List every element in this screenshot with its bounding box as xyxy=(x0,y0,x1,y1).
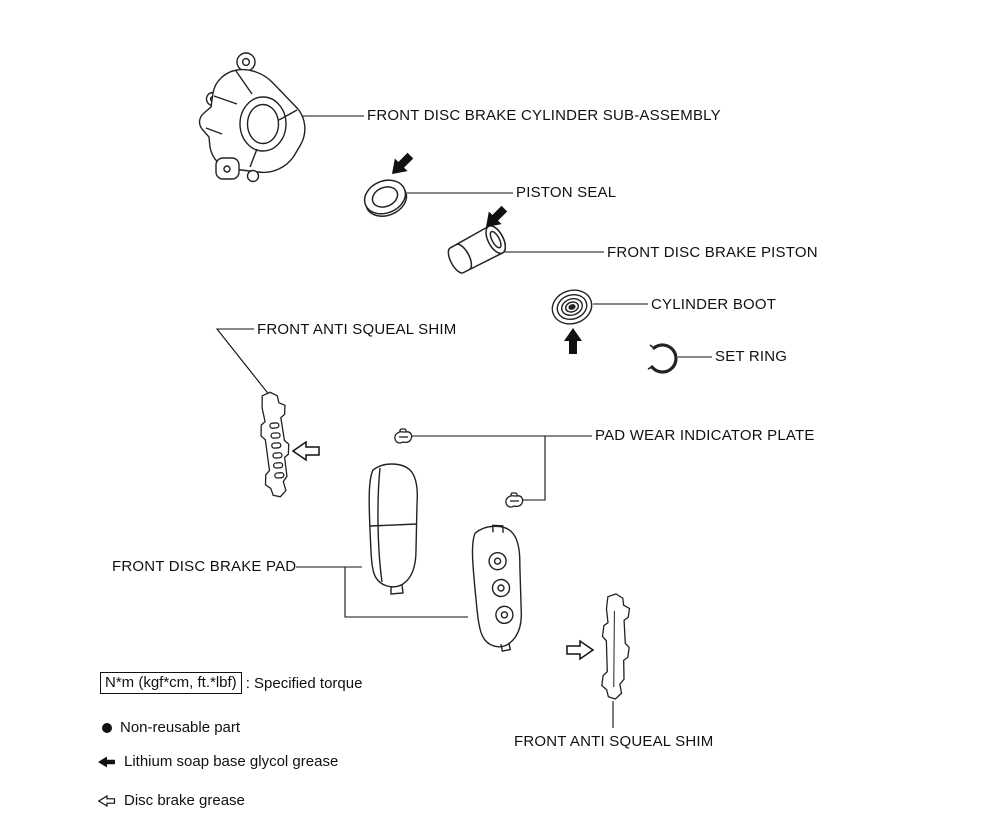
piston-seal-drawing xyxy=(360,174,412,222)
cylinder-boot-drawing xyxy=(548,285,596,329)
label-cylinder-sub-assembly: FRONT DISC BRAKE CYLINDER SUB-ASSEMBLY xyxy=(367,107,721,124)
non-reusable-label: Non-reusable part xyxy=(120,719,241,736)
label-pad-wear-indicator-plate: PAD WEAR INDICATOR PLATE xyxy=(595,427,815,444)
label-set-ring: SET RING xyxy=(715,348,788,365)
label-piston: FRONT DISC BRAKE PISTON xyxy=(607,244,818,261)
disc-brake-grease-arrow-shim-bottom-icon xyxy=(567,641,593,659)
pad-wear-indicator-clip-1 xyxy=(395,429,412,443)
legend-disc-grease-row xyxy=(98,792,245,809)
brake-pad-outer-drawing xyxy=(471,524,525,652)
piston-drawing xyxy=(444,223,509,276)
non-reusable-dot-icon xyxy=(102,723,112,733)
label-anti-squeal-shim-top: FRONT ANTI SQUEAL SHIM xyxy=(257,321,457,338)
legend-lithium-grease-row xyxy=(98,753,338,770)
brake-pad-inner-drawing xyxy=(369,464,417,594)
legend-torque-row xyxy=(100,672,362,694)
label-cylinder-boot: CYLINDER BOOT xyxy=(651,296,777,313)
legend-non-reusable-row xyxy=(102,719,240,736)
label-piston-seal: PISTON SEAL xyxy=(516,184,617,201)
lithium-grease-arrow-cylinder-boot-icon xyxy=(564,328,582,354)
label-brake-pad: FRONT DISC BRAKE PAD xyxy=(112,558,297,575)
lithium-grease-arrow-piston-seal-icon xyxy=(386,149,417,180)
anti-squeal-shim-bottom-drawing xyxy=(600,594,631,700)
lithium-grease-arrow-icon xyxy=(98,756,116,768)
label-anti-squeal-shim-bottom: FRONT ANTI SQUEAL SHIM xyxy=(514,733,714,750)
disc-brake-grease-label: Disc brake grease xyxy=(124,792,245,809)
torque-spec-desc: : Specified torque xyxy=(245,674,363,692)
disc-brake-grease-arrow-icon xyxy=(98,795,116,807)
torque-spec-box: N*m (kgf*cm, ft.*lbf) xyxy=(100,672,242,694)
set-ring-drawing xyxy=(648,345,676,372)
disc-brake-grease-arrow-shim-top-icon xyxy=(293,442,319,460)
lithium-grease-label: Lithium soap base glycol grease xyxy=(124,753,339,770)
pad-wear-indicator-clip-2 xyxy=(506,493,523,507)
caliper-drawing xyxy=(200,53,305,182)
anti-squeal-shim-top-drawing xyxy=(258,391,292,498)
leader-lines xyxy=(217,116,712,728)
